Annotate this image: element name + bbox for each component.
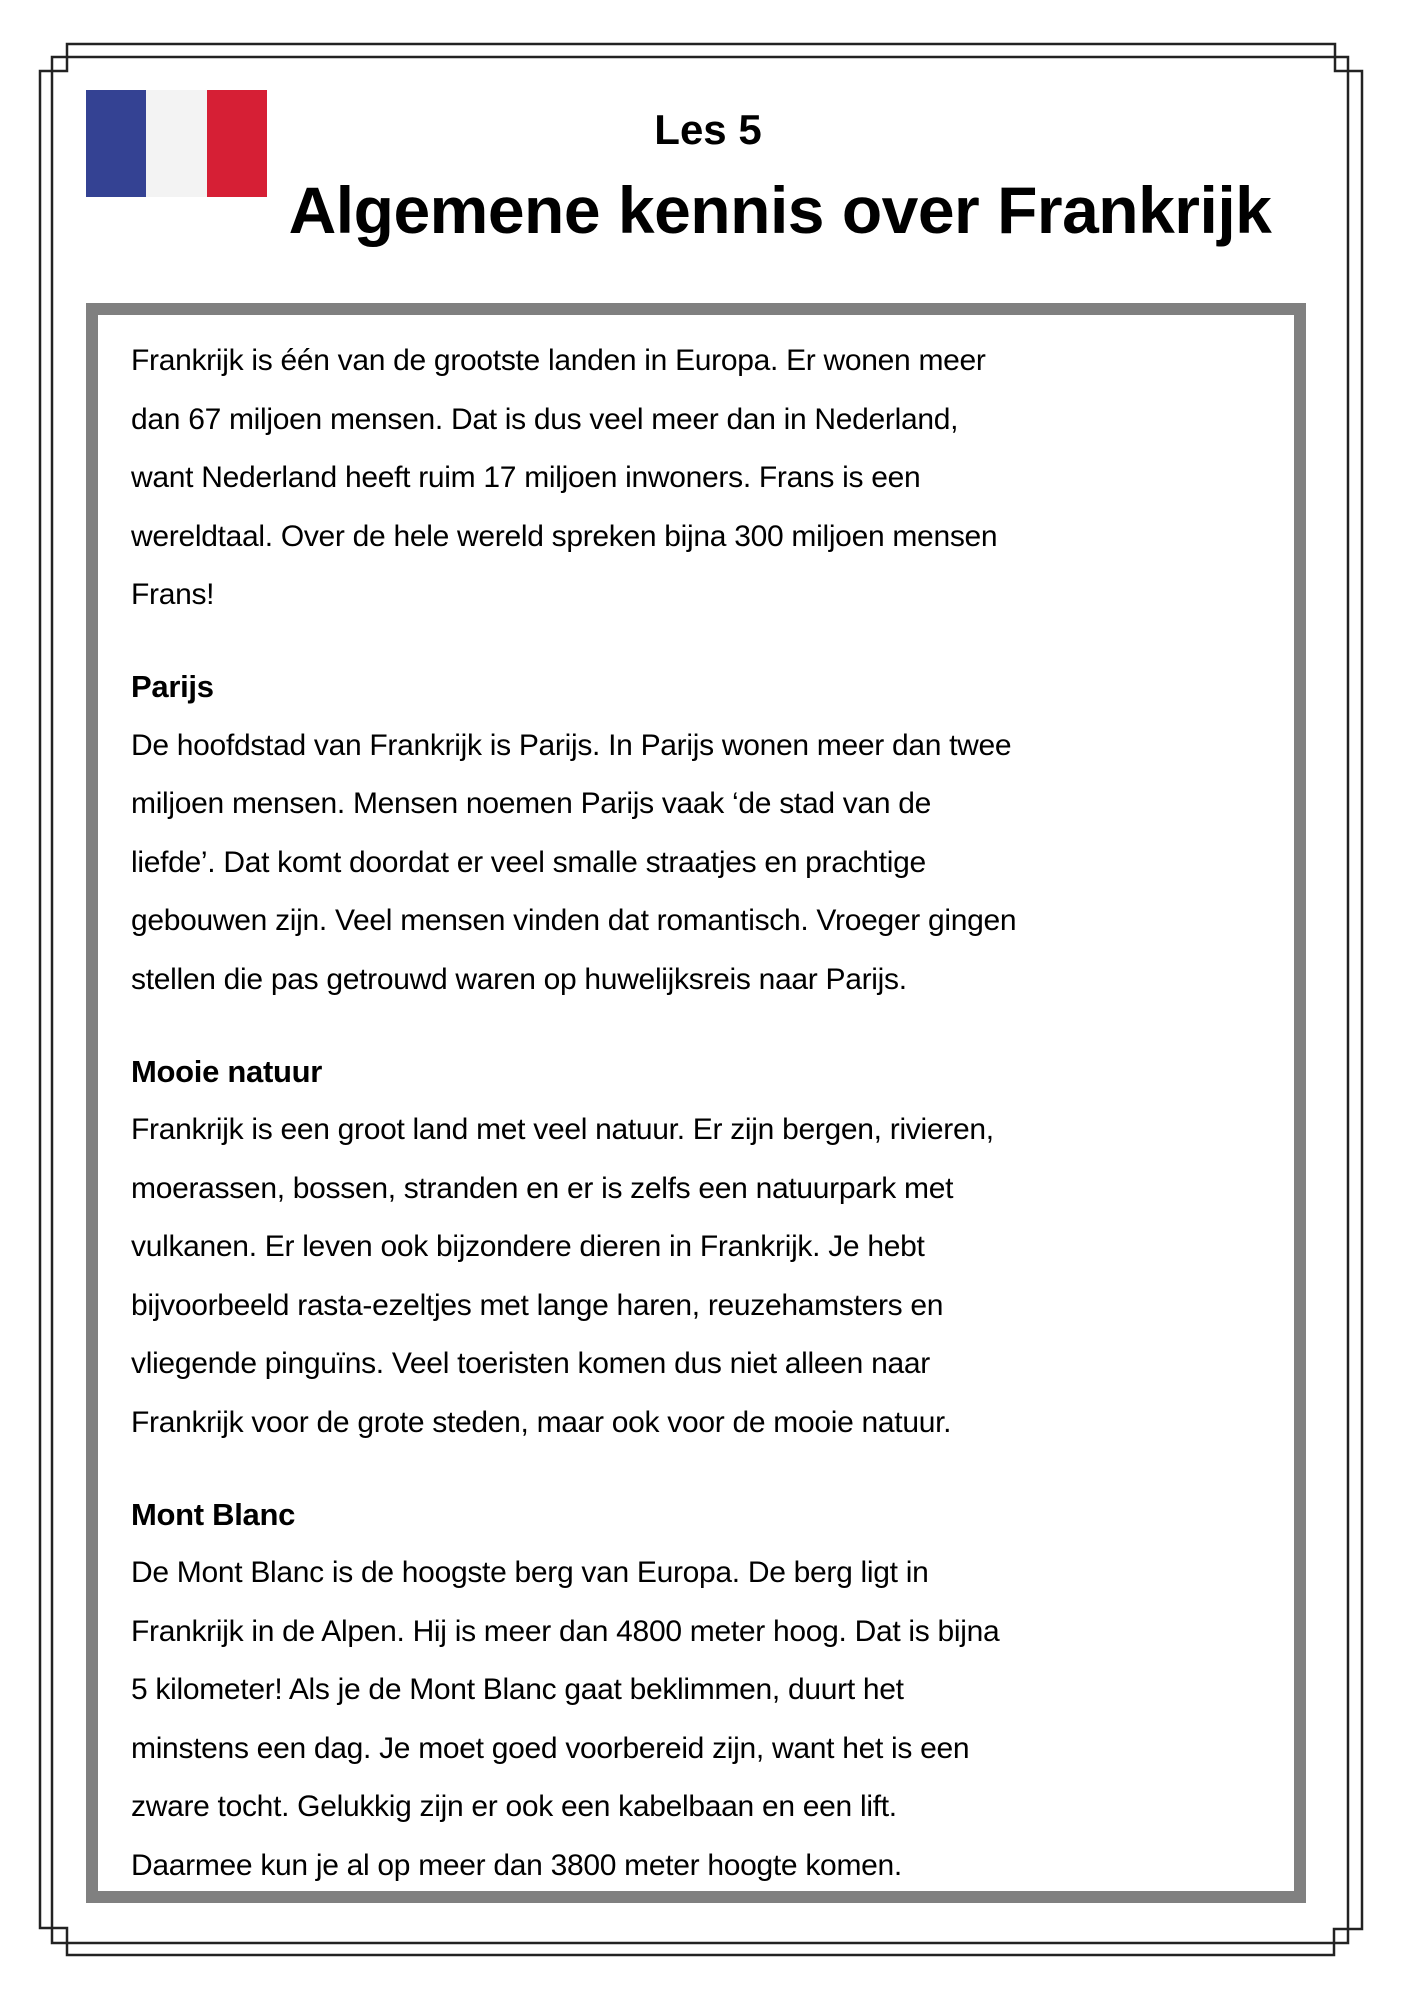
- text-line: Frankrijk is een groot land met veel natuur. Er zijn bergen, rivieren,: [131, 1113, 994, 1146]
- text-line: vulkanen. Er leven ook bijzondere dieren in Frankrijk. Je hebt: [131, 1230, 925, 1263]
- text-line: Frans!: [131, 578, 215, 611]
- text-line: vliegende pinguïns. Veel toeristen komen dus niet alleen naar: [131, 1347, 930, 1380]
- intro-paragraph: [131, 332, 1291, 625]
- text-line: moerassen, bossen, stranden en er is zelfs een natuurpark met: [131, 1171, 954, 1205]
- section-heading: Parijs: [131, 669, 214, 704]
- flag-stripe-white: [146, 90, 206, 197]
- lesson-number: Les 5: [654, 106, 762, 153]
- page-title: Algemene kennis over Frankrijk: [288, 173, 1272, 247]
- text-line: De hoofdstad van Frankrijk is Parijs. In Parijs wonen meer dan twee: [131, 728, 1012, 762]
- text-line: 5 kilometer! Als je de Mont Blanc gaat beklimmen, duurt het: [131, 1673, 904, 1706]
- section-parijs: [131, 658, 1291, 1009]
- flag-stripe-blue: [86, 90, 146, 197]
- section-mooie-natuur: [131, 1043, 1291, 1453]
- text-line: Frankrijk in de Alpen. Hij is meer dan 4800 meter hoog. Dat is bijna: [131, 1614, 1000, 1648]
- article-content: [131, 332, 1291, 1929]
- section-heading: Mooie natuur: [131, 1053, 322, 1089]
- text-line: minstens een dag. Je moet goed voorbereid zijn, want het is een: [131, 1731, 970, 1765]
- text-line: dan 67 miljoen mensen. Dat is dus veel meer dan in Nederland,: [131, 402, 959, 436]
- section-heading: Mont Blanc: [131, 1496, 296, 1532]
- text-line: Frankrijk is één van de grootste landen in Europa. Er wonen meer: [131, 344, 986, 377]
- text-line: Frankrijk voor de grote steden, maar ook voor de mooie natuur.: [131, 1405, 952, 1439]
- text-line: De Mont Blanc is de hoogste berg van Europa. De berg ligt in: [131, 1556, 929, 1589]
- text-line: stellen die pas getrouwd waren op huwelijksreis naar Parijs.: [131, 962, 907, 996]
- text-line: gebouwen zijn. Veel mensen vinden dat romantisch. Vroeger gingen: [131, 904, 1017, 937]
- text-line: liefde’. Dat komt doordat er veel smalle straatjes en prachtige: [131, 845, 926, 879]
- section-mont-blanc: [131, 1486, 1291, 1896]
- text-line: bijvoorbeeld rasta-ezeltjes met lange haren, reuzehamsters en: [131, 1288, 944, 1322]
- text-line: Daarmee kun je al op meer dan 3800 meter hoogte komen.: [131, 1848, 902, 1882]
- text-line: wereldtaal. Over de hele wereld spreken bijna 300 miljoen mensen: [131, 519, 998, 553]
- text-line: miljoen mensen. Mensen noemen Parijs vaak ‘de stad van de: [131, 787, 932, 820]
- text-line: zware tocht. Gelukkig zijn er ook een kabelbaan en een lift.: [131, 1790, 897, 1823]
- text-line: want Nederland heeft ruim 17 miljoen inwoners. Frans is een: [131, 461, 921, 494]
